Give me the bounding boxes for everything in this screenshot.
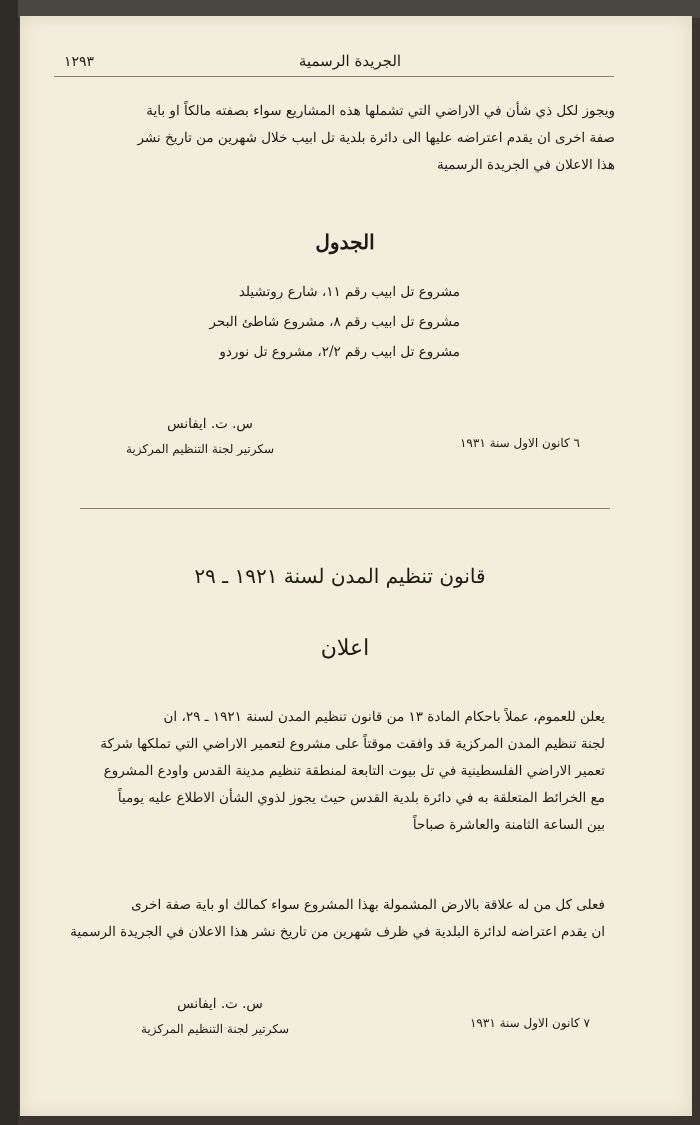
notice2-line: لجنة تنظيم المدن المركزية قد وافقت موقتاً على مشروع لتعمير الاراضي التي تملكها شركة bbox=[100, 736, 605, 752]
notice1-line: ويجوز لكل ذي شأن في الاراضي التي تشملها هذه المشاريع سواء بصفته مالكاً او باية bbox=[146, 103, 615, 119]
signatory-name: س. ت. ايفانس bbox=[177, 996, 263, 1012]
notice1-paragraph bbox=[80, 98, 615, 179]
notice2-line: ان يقدم اعتراضه لدائرة البلدية في ظرف شهرين من تاريخ نشر هذا الاعلان في الجريدة الرسمية bbox=[70, 924, 605, 940]
notice2-date: ٧ كانون الاول سنة ١٩٣١ bbox=[469, 1016, 590, 1030]
notice2-line: تعمير الاراضي الفلسطينية في تل بيوت التابعة لمنطقة تنظيم مدينة القدس واودع المشروع bbox=[103, 763, 605, 779]
table-item: مشروع تل ابيب رقم ١١، شارع روتشيلد bbox=[238, 284, 460, 300]
section-divider bbox=[80, 508, 610, 509]
notice2-line: مع الخرائط المتعلقة به في دائرة بلدية القدس حيث يجوز لذوي الشأن الاطلاع عليه يومياً bbox=[117, 790, 605, 806]
scan-left-edge bbox=[0, 0, 18, 1125]
table-item: مشروع تل ابيب رقم ٨، مشروع شاطئ البحر bbox=[209, 314, 460, 330]
gazette-title: الجريدة الرسمية bbox=[298, 52, 402, 70]
signatory-title: سكرتير لجنة التنظيم المركزية bbox=[140, 1022, 290, 1036]
notice2-paragraph bbox=[80, 704, 605, 839]
notice2-line: بين الساعة الثامنة والعاشرة صباحاً bbox=[412, 817, 605, 833]
notice1-line: هذا الاعلان في الجريدة الرسمية bbox=[437, 157, 615, 173]
law-title: قانون تنظيم المدن لسنة ١٩٢١ ـ ٢٩ bbox=[194, 564, 486, 588]
gazette-page bbox=[20, 16, 692, 1116]
table-heading: الجدول bbox=[315, 230, 375, 254]
notice2-line: يعلن للعموم، عملاً باحكام المادة ١٣ من قانون تنظيم المدن لسنة ١٩٢١ ـ ٢٩، ان bbox=[163, 709, 605, 725]
notice2-paragraph-2 bbox=[70, 892, 605, 946]
header-rule bbox=[54, 76, 614, 77]
signatory-name: س. ت. ايفانس bbox=[167, 416, 253, 432]
notice2-line: فعلى كل من له علاقة بالارض المشمولة بهذا المشروع سواء كمالك او باية صفة اخرى bbox=[131, 897, 605, 913]
notice1-line: صفة اخرى ان يقدم اعتراضه عليها الى دائرة بلدية تل ابيب خلال شهرين من تاريخ نشر bbox=[137, 130, 615, 146]
notice1-date: ٦ كانون الاول سنة ١٩٣١ bbox=[459, 436, 580, 450]
notice-heading: اعلان bbox=[320, 636, 370, 661]
page-number: ١٢٩٣ bbox=[64, 54, 95, 70]
signatory-title: سكرتير لجنة التنظيم المركزية bbox=[125, 442, 275, 456]
table-item: مشروع تل ابيب رقم ٢/٢، مشروع تل نوردو bbox=[219, 344, 460, 360]
